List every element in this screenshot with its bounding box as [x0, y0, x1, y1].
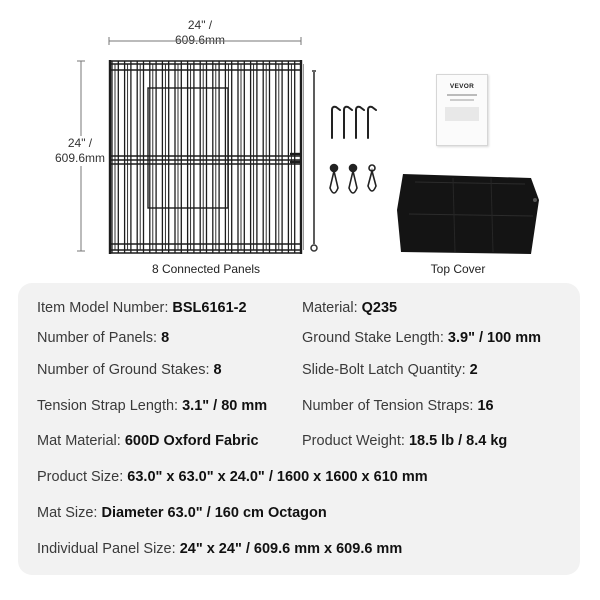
- instruction-manual-image: [436, 74, 488, 146]
- spec-weight: [302, 433, 507, 449]
- spec-material: [302, 300, 397, 316]
- spec-num-straps: [302, 398, 494, 414]
- spec-value: 2: [469, 362, 478, 378]
- spec-label: Slide-Bolt Latch Quantity:: [302, 362, 466, 378]
- spec-value: Diameter 63.0" / 160 cm Octagon: [101, 505, 327, 521]
- latch-pin-image: [308, 68, 320, 254]
- cover-caption: Top Cover: [430, 262, 486, 276]
- spec-label: Number of Ground Stakes:: [37, 362, 210, 378]
- spec-label: Product Weight:: [302, 433, 405, 449]
- width-dimension-line2: 609.6mm: [174, 33, 226, 47]
- spec-product-size: [37, 469, 428, 485]
- spec-label: Ground Stake Length:: [302, 330, 444, 346]
- spec-value: 8: [213, 362, 222, 378]
- spec-value: BSL6161-2: [172, 300, 247, 316]
- spec-label: Material:: [302, 300, 358, 316]
- height-dimension-line2: 609.6mm: [54, 151, 106, 165]
- spec-num-panels: [37, 330, 169, 346]
- panels-caption: 8 Connected Panels: [151, 262, 261, 276]
- spec-value: 600D Oxford Fabric: [124, 433, 259, 449]
- spec-label: Mat Size:: [37, 505, 98, 521]
- spec-label: Individual Panel Size:: [37, 541, 176, 557]
- spec-value: 3.9" / 100 mm: [447, 330, 542, 346]
- spec-value: 18.5 lb / 8.4 kg: [408, 433, 508, 449]
- spec-label: Item Model Number:: [37, 300, 169, 316]
- spec-value: Q235: [361, 300, 398, 316]
- spec-value: 8: [161, 330, 170, 346]
- spec-num-stakes: [37, 362, 222, 378]
- width-dimension-arrow: [108, 36, 302, 46]
- spec-label: Tension Strap Length:: [37, 398, 179, 414]
- spec-mat-material: [37, 433, 259, 449]
- manual-brand-logo: VEVOR: [449, 83, 475, 90]
- width-dimension-line1: 24" /: [187, 18, 213, 32]
- spec-value: 63.0" x 63.0" x 24.0" / 1600 x 1600 x 610 mm: [127, 469, 428, 485]
- connected-panels-image: [108, 58, 304, 256]
- spec-value: 3.1" / 80 mm: [182, 398, 268, 414]
- spec-label: Number of Panels:: [37, 330, 158, 346]
- spec-value: 24" x 24" / 609.6 mm x 609.6 mm: [179, 541, 403, 557]
- specifications-panel: [18, 283, 580, 575]
- top-cover-image: [395, 170, 545, 256]
- height-dimension-line1: 24" /: [67, 136, 93, 150]
- spec-latch-qty: [302, 362, 478, 378]
- spec-label: Mat Material:: [37, 433, 121, 449]
- spec-stake-length: [302, 330, 541, 346]
- spec-mat-size: [37, 505, 327, 521]
- spec-label: Number of Tension Straps:: [302, 398, 474, 414]
- spec-value: 16: [477, 398, 494, 414]
- spec-label: Product Size:: [37, 469, 124, 485]
- spec-panel-size: [37, 541, 402, 557]
- spec-strap-length: [37, 398, 267, 414]
- tension-straps-image: [322, 160, 386, 204]
- ground-stakes-image: [328, 104, 380, 140]
- spec-item-model: [37, 300, 247, 316]
